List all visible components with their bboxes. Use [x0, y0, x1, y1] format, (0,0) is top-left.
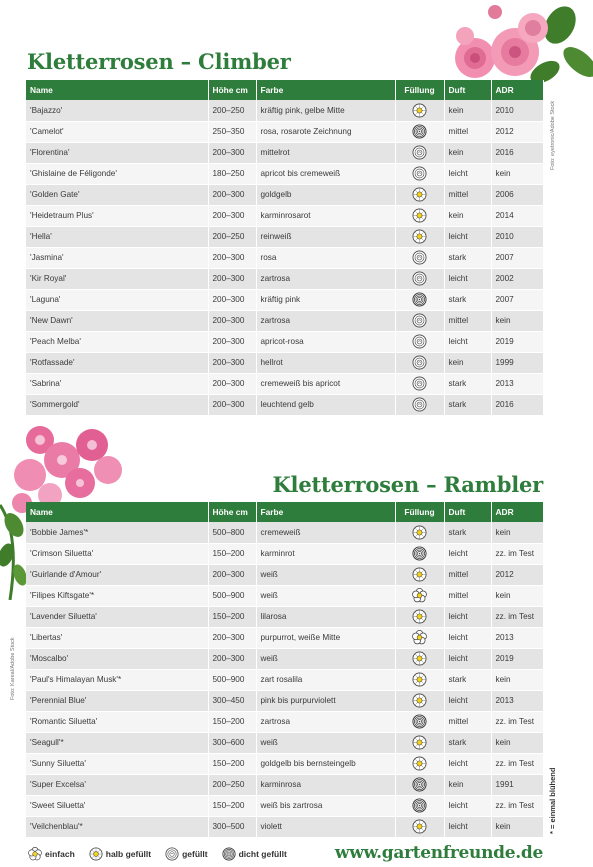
- rose-fill: [395, 289, 444, 310]
- rose-name: 'Romantic Siluetta': [26, 711, 208, 732]
- rose-height: 200–300: [208, 352, 256, 373]
- col-color-header: Farbe: [256, 502, 395, 522]
- rose-fill: [395, 100, 444, 121]
- flower-einfach-icon: [412, 588, 427, 603]
- rose-fill: [395, 711, 444, 732]
- rose-color: apricot-rosa: [256, 331, 395, 352]
- table-header-row: [26, 80, 543, 100]
- flower-gefuellt-icon: [412, 355, 427, 370]
- rose-name: 'Paul's Himalayan Musk'*: [26, 669, 208, 690]
- rose-color: weiß: [256, 585, 395, 606]
- rose-fill: [395, 310, 444, 331]
- rose-adr: 2013: [491, 373, 543, 394]
- table-row: [26, 352, 543, 373]
- rose-fill: [395, 522, 444, 543]
- table-row: [26, 543, 543, 564]
- rose-height: 200–300: [208, 289, 256, 310]
- flower-gefuellt-icon: [165, 847, 179, 861]
- table-row: [26, 163, 543, 184]
- rose-adr: 2012: [491, 564, 543, 585]
- rose-fill: [395, 774, 444, 795]
- rose-color: kräftig pink, gelbe Mitte: [256, 100, 395, 121]
- rose-adr: zz. im Test: [491, 606, 543, 627]
- rose-color: cremeweiß bis apricot: [256, 373, 395, 394]
- flower-dicht-gefuellt-icon: [412, 798, 427, 813]
- flower-halb-gefuellt-icon: [412, 567, 427, 582]
- flower-gefuellt-icon: [412, 376, 427, 391]
- rose-scent: stark: [444, 373, 491, 394]
- rose-fill: [395, 268, 444, 289]
- rose-name: 'Moscalbo': [26, 648, 208, 669]
- table-row: [26, 585, 543, 606]
- rose-scent: stark: [444, 289, 491, 310]
- flower-einfach-icon: [28, 847, 42, 861]
- col-fill-header: Füllung: [395, 80, 444, 100]
- rose-color: karminrot: [256, 543, 395, 564]
- rose-adr: 2010: [491, 100, 543, 121]
- table-row: [26, 732, 543, 753]
- table-row: [26, 627, 543, 648]
- rose-fill: [395, 352, 444, 373]
- flower-gefuellt-icon: [412, 313, 427, 328]
- rose-height: 150–200: [208, 795, 256, 816]
- rose-name: 'Camelot': [26, 121, 208, 142]
- rose-adr: 2012: [491, 121, 543, 142]
- rose-color: karminrosa: [256, 774, 395, 795]
- flower-halb-gefuellt-icon: [412, 187, 427, 202]
- rose-adr: kein: [491, 310, 543, 331]
- rose-scent: kein: [444, 142, 491, 163]
- rose-color: violett: [256, 816, 395, 837]
- rose-adr: 2013: [491, 627, 543, 648]
- rose-fill: [395, 627, 444, 648]
- rose-height: 500–900: [208, 669, 256, 690]
- rose-fill: [395, 394, 444, 415]
- rose-adr: 1991: [491, 774, 543, 795]
- rose-fill: [395, 690, 444, 711]
- legend-label: dicht gefüllt: [238, 849, 287, 859]
- table-row: [26, 121, 543, 142]
- rose-height: 200–250: [208, 774, 256, 795]
- rose-fill: [395, 753, 444, 774]
- rose-name: 'Lavender Siluetta': [26, 606, 208, 627]
- rose-height: 200–250: [208, 226, 256, 247]
- rose-adr: kein: [491, 669, 543, 690]
- rose-name: 'Golden Gate': [26, 184, 208, 205]
- rose-adr: 2007: [491, 247, 543, 268]
- flower-dicht-gefuellt-icon: [412, 546, 427, 561]
- rose-color: goldgelb bis bernsteingelb: [256, 753, 395, 774]
- rose-color: weiß: [256, 648, 395, 669]
- rose-fill: [395, 795, 444, 816]
- flower-halb-gefuellt-icon: [412, 693, 427, 708]
- rose-adr: 2013: [491, 690, 543, 711]
- rose-adr: 2016: [491, 142, 543, 163]
- table-row: [26, 373, 543, 394]
- rose-fill: [395, 142, 444, 163]
- rose-name: 'Kir Royal': [26, 268, 208, 289]
- legend-item-einfach: [28, 847, 75, 861]
- flower-halb-gefuellt-icon: [412, 609, 427, 624]
- rose-scent: leicht: [444, 163, 491, 184]
- col-name-header: Name: [26, 502, 208, 522]
- rose-name: 'Seagull'*: [26, 732, 208, 753]
- rose-name: 'Sweet Siluetta': [26, 795, 208, 816]
- rose-height: 200–300: [208, 184, 256, 205]
- rose-height: 180–250: [208, 163, 256, 184]
- rose-name: 'Hella': [26, 226, 208, 247]
- rambler-table: [26, 502, 544, 838]
- rose-name: 'Sabrina': [26, 373, 208, 394]
- rose-height: 500–800: [208, 522, 256, 543]
- rose-fill: [395, 184, 444, 205]
- flower-dicht-gefuellt-icon: [222, 847, 236, 861]
- col-adr-header: ADR: [491, 502, 543, 522]
- rose-scent: mittel: [444, 585, 491, 606]
- rose-scent: leicht: [444, 648, 491, 669]
- rose-scent: stark: [444, 394, 491, 415]
- rose-color: rosa: [256, 247, 395, 268]
- rose-color: reinweiß: [256, 226, 395, 247]
- rose-name: 'Rotfassade': [26, 352, 208, 373]
- flower-einfach-icon: [412, 630, 427, 645]
- rose-color: rosa, rosarote Zeichnung: [256, 121, 395, 142]
- rose-adr: kein: [491, 163, 543, 184]
- climber-title: Kletterrosen – Climber: [27, 49, 291, 74]
- legend-label: halb gefüllt: [105, 849, 152, 859]
- table-row: [26, 226, 543, 247]
- rose-adr: kein: [491, 585, 543, 606]
- table-row: [26, 142, 543, 163]
- flower-dicht-gefuellt-icon: [412, 777, 427, 792]
- legend-label: gefüllt: [182, 849, 208, 859]
- rose-adr: zz. im Test: [491, 795, 543, 816]
- photo-credit-top: Foto: eyetronic/Adobe Stock: [550, 100, 556, 170]
- rose-fill: [395, 585, 444, 606]
- table-row: [26, 774, 543, 795]
- table-row: [26, 522, 543, 543]
- footnote-once-flowering: * = einmal blühend: [548, 767, 557, 834]
- rose-adr: 2019: [491, 331, 543, 352]
- rose-height: 150–200: [208, 753, 256, 774]
- col-fill-header: Füllung: [395, 502, 444, 522]
- rose-scent: mittel: [444, 184, 491, 205]
- rose-fill: [395, 648, 444, 669]
- rose-adr: 2002: [491, 268, 543, 289]
- rose-height: 150–200: [208, 543, 256, 564]
- table-row: [26, 268, 543, 289]
- rose-adr: 1999: [491, 352, 543, 373]
- rose-height: 150–200: [208, 711, 256, 732]
- rose-adr: 2014: [491, 205, 543, 226]
- rambler-title: Kletterrosen – Rambler: [272, 472, 543, 497]
- rose-color: zartrosa: [256, 310, 395, 331]
- flower-halb-gefuellt-icon: [412, 672, 427, 687]
- flower-halb-gefuellt-icon: [412, 525, 427, 540]
- rose-name: 'Guirlande d'Amour': [26, 564, 208, 585]
- flower-halb-gefuellt-icon: [412, 103, 427, 118]
- rose-scent: mittel: [444, 121, 491, 142]
- table-row: [26, 690, 543, 711]
- table-row: [26, 205, 543, 226]
- flower-dicht-gefuellt-icon: [412, 124, 427, 139]
- rose-name: 'Heidetraum Plus': [26, 205, 208, 226]
- rose-height: 150–200: [208, 606, 256, 627]
- table-row: [26, 606, 543, 627]
- rose-height: 300–600: [208, 732, 256, 753]
- rose-scent: stark: [444, 247, 491, 268]
- rose-scent: kein: [444, 205, 491, 226]
- legend-label: einfach: [45, 849, 75, 859]
- rose-color: karminrosarot: [256, 205, 395, 226]
- rose-name: 'Perennial Blue': [26, 690, 208, 711]
- legend-item-dicht: [222, 847, 287, 861]
- rose-scent: mittel: [444, 564, 491, 585]
- rose-scent: mittel: [444, 711, 491, 732]
- rose-color: weiß bis zartrosa: [256, 795, 395, 816]
- flower-gefuellt-icon: [412, 271, 427, 286]
- table-row: [26, 289, 543, 310]
- legend-item-halb: [89, 847, 151, 861]
- rose-adr: kein: [491, 522, 543, 543]
- rose-adr: 2010: [491, 226, 543, 247]
- rose-height: 200–300: [208, 373, 256, 394]
- rose-scent: stark: [444, 732, 491, 753]
- flower-halb-gefuellt-icon: [412, 756, 427, 771]
- rose-name: 'Bajazzo': [26, 100, 208, 121]
- rose-scent: kein: [444, 352, 491, 373]
- rose-name: 'Crimson Siluetta': [26, 543, 208, 564]
- rose-fill: [395, 606, 444, 627]
- rose-scent: mittel: [444, 310, 491, 331]
- rose-fill: [395, 226, 444, 247]
- rose-color: kräftig pink: [256, 289, 395, 310]
- rose-height: 200–300: [208, 331, 256, 352]
- table-row: [26, 331, 543, 352]
- flower-halb-gefuellt-icon: [412, 735, 427, 750]
- rose-fill: [395, 121, 444, 142]
- legend-item-gefuellt: [165, 847, 208, 861]
- table-row: [26, 247, 543, 268]
- rose-color: lilarosa: [256, 606, 395, 627]
- rose-name: 'Jasmina': [26, 247, 208, 268]
- table-row: [26, 753, 543, 774]
- rose-color: purpurrot, weiße Mitte: [256, 627, 395, 648]
- table-row: [26, 795, 543, 816]
- rose-fill: [395, 373, 444, 394]
- rose-color: mittelrot: [256, 142, 395, 163]
- table-row: [26, 100, 543, 121]
- rose-height: 200–300: [208, 564, 256, 585]
- col-name-header: Name: [26, 80, 208, 100]
- flower-halb-gefuellt-icon: [412, 208, 427, 223]
- rose-fill: [395, 163, 444, 184]
- rose-name: 'Sunny Siluetta': [26, 753, 208, 774]
- rose-color: pink bis purpurviolett: [256, 690, 395, 711]
- rose-color: zart rosalila: [256, 669, 395, 690]
- rose-fill: [395, 247, 444, 268]
- table-row: [26, 394, 543, 415]
- flower-halb-gefuellt-icon: [412, 819, 427, 834]
- rose-color: apricot bis cremeweiß: [256, 163, 395, 184]
- rose-height: 200–300: [208, 310, 256, 331]
- rose-scent: leicht: [444, 226, 491, 247]
- flower-halb-gefuellt-icon: [412, 651, 427, 666]
- flower-gefuellt-icon: [412, 397, 427, 412]
- table-row: [26, 816, 543, 837]
- rose-name: 'Sommergold': [26, 394, 208, 415]
- rose-scent: stark: [444, 669, 491, 690]
- rose-fill: [395, 732, 444, 753]
- rose-fill: [395, 816, 444, 837]
- col-scent-header: Duft: [444, 80, 491, 100]
- rose-fill: [395, 331, 444, 352]
- rose-height: 200–300: [208, 394, 256, 415]
- rose-color: hellrot: [256, 352, 395, 373]
- flower-gefuellt-icon: [412, 334, 427, 349]
- rose-name: 'Super Excelsa': [26, 774, 208, 795]
- rose-scent: kein: [444, 100, 491, 121]
- rose-color: zartrosa: [256, 711, 395, 732]
- rose-scent: leicht: [444, 753, 491, 774]
- rose-height: 300–500: [208, 816, 256, 837]
- rose-adr: 2006: [491, 184, 543, 205]
- col-height-header: Höhe cm: [208, 502, 256, 522]
- rose-adr: kein: [491, 732, 543, 753]
- rose-color: weiß: [256, 564, 395, 585]
- flower-gefuellt-icon: [412, 250, 427, 265]
- rose-color: goldgelb: [256, 184, 395, 205]
- rose-color: zartrosa: [256, 268, 395, 289]
- photo-credit-left: Foto: Kareal/Adobe Stock: [10, 637, 16, 700]
- table-header-row: [26, 502, 543, 522]
- flower-dicht-gefuellt-icon: [412, 292, 427, 307]
- rose-name: 'Ghislaine de Féligonde': [26, 163, 208, 184]
- rose-name: 'Filipes Kiftsgate'*: [26, 585, 208, 606]
- climber-table: [26, 80, 544, 416]
- rose-scent: leicht: [444, 690, 491, 711]
- flower-dicht-gefuellt-icon: [412, 714, 427, 729]
- rose-scent: leicht: [444, 795, 491, 816]
- rose-height: 300–450: [208, 690, 256, 711]
- col-adr-header: ADR: [491, 80, 543, 100]
- col-scent-header: Duft: [444, 502, 491, 522]
- table-row: [26, 310, 543, 331]
- rose-color: weiß: [256, 732, 395, 753]
- rose-scent: leicht: [444, 331, 491, 352]
- rose-height: 200–300: [208, 627, 256, 648]
- rose-name: 'New Dawn': [26, 310, 208, 331]
- flower-halb-gefuellt-icon: [412, 229, 427, 244]
- rose-adr: 2019: [491, 648, 543, 669]
- table-row: [26, 648, 543, 669]
- rose-fill: [395, 669, 444, 690]
- flower-halb-gefuellt-icon: [89, 847, 103, 861]
- col-height-header: Höhe cm: [208, 80, 256, 100]
- rose-color: cremeweiß: [256, 522, 395, 543]
- rose-name: 'Peach Melba': [26, 331, 208, 352]
- table-row: [26, 669, 543, 690]
- rose-name: 'Veilchenblau'*: [26, 816, 208, 837]
- flower-gefuellt-icon: [412, 166, 427, 181]
- rose-fill: [395, 543, 444, 564]
- rose-adr: zz. im Test: [491, 711, 543, 732]
- rose-height: 200–300: [208, 268, 256, 289]
- rose-adr: zz. im Test: [491, 753, 543, 774]
- rose-adr: kein: [491, 816, 543, 837]
- rose-color: leuchtend gelb: [256, 394, 395, 415]
- rose-fill: [395, 564, 444, 585]
- rose-photo-top: [445, 0, 593, 90]
- rose-height: 200–250: [208, 100, 256, 121]
- table-row: [26, 184, 543, 205]
- website-link[interactable]: www.gartenfreunde.de: [334, 843, 543, 863]
- rose-adr: 2016: [491, 394, 543, 415]
- rose-scent: stark: [444, 522, 491, 543]
- rose-height: 200–300: [208, 205, 256, 226]
- rose-scent: leicht: [444, 606, 491, 627]
- table-row: [26, 711, 543, 732]
- rose-name: 'Bobbie James'*: [26, 522, 208, 543]
- table-row: [26, 564, 543, 585]
- rose-scent: leicht: [444, 543, 491, 564]
- rose-fill: [395, 205, 444, 226]
- rose-height: 500–900: [208, 585, 256, 606]
- rose-name: 'Florentina': [26, 142, 208, 163]
- rose-scent: leicht: [444, 268, 491, 289]
- rose-adr: zz. im Test: [491, 543, 543, 564]
- rose-name: 'Laguna': [26, 289, 208, 310]
- rose-height: 200–300: [208, 247, 256, 268]
- rose-scent: leicht: [444, 627, 491, 648]
- rose-name: 'Libertas': [26, 627, 208, 648]
- rose-scent: leicht: [444, 816, 491, 837]
- fill-legend: [28, 847, 287, 861]
- col-color-header: Farbe: [256, 80, 395, 100]
- rose-height: 200–300: [208, 142, 256, 163]
- rose-adr: 2007: [491, 289, 543, 310]
- flower-gefuellt-icon: [412, 145, 427, 160]
- rose-height: 250–350: [208, 121, 256, 142]
- rose-scent: kein: [444, 774, 491, 795]
- rose-height: 200–300: [208, 648, 256, 669]
